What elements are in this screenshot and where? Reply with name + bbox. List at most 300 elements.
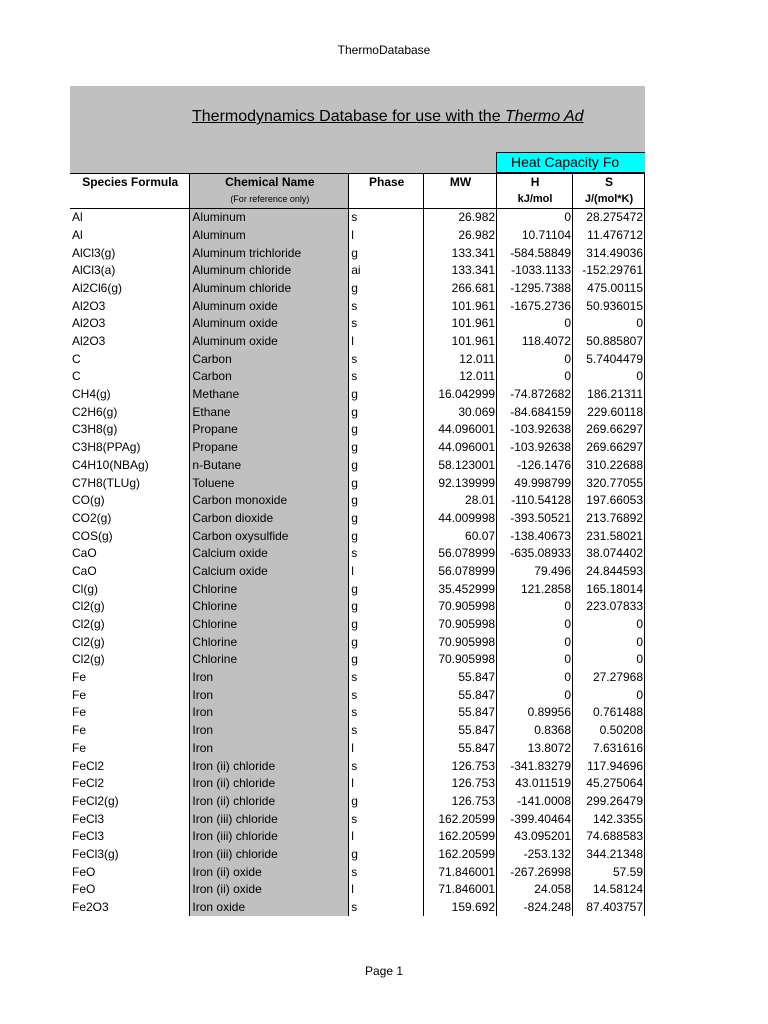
cell-phase: g (349, 403, 424, 421)
col-header-h: H (497, 174, 573, 192)
cell-mw: 126.753 (424, 775, 497, 793)
cell-mw: 70.905998 (424, 633, 497, 651)
cell-mw: 16.042999 (424, 386, 497, 404)
cell-h: -1675.2736 (497, 297, 573, 315)
cell-mw: 26.982 (424, 209, 497, 227)
cell-phase: g (349, 527, 424, 545)
cell-mw: 56.078999 (424, 545, 497, 563)
table-row (70, 527, 645, 545)
cell-h: 79.496 (497, 563, 573, 581)
col-header-mw: MW (424, 174, 497, 192)
cell-formula: Fe2O3 (70, 899, 190, 917)
cell-h: 0 (497, 350, 573, 368)
cell-formula: Al (70, 227, 190, 245)
heat-capacity-header: Heat Capacity Fo (496, 152, 645, 173)
cell-formula: FeCl3 (70, 810, 190, 828)
cell-s: 223.07833 (573, 598, 645, 616)
cell-phase: g (349, 580, 424, 598)
table-row (70, 846, 645, 864)
cell-formula: Al2O3 (70, 315, 190, 333)
cell-phase: s (349, 686, 424, 704)
cell-mw: 266.681 (424, 280, 497, 298)
cell-s: 0 (573, 633, 645, 651)
cell-mw: 70.905998 (424, 616, 497, 634)
cell-h: 43.011519 (497, 775, 573, 793)
cell-name: Calcium oxide (190, 545, 349, 563)
cell-name: Chlorine (190, 598, 349, 616)
cell-s: -152.29761 (573, 262, 645, 280)
cell-phase: s (349, 669, 424, 687)
cell-name: Propane (190, 439, 349, 457)
cell-s: 0.50208 (573, 722, 645, 740)
table-row (70, 262, 645, 280)
table-row (70, 722, 645, 740)
cell-name: Chlorine (190, 651, 349, 669)
cell-name: Aluminum oxide (190, 333, 349, 351)
cell-name: n-Butane (190, 457, 349, 475)
sheet-title-prefix: Thermodynamics Database for use with the (192, 108, 506, 125)
cell-s: 74.688583 (573, 828, 645, 846)
cell-name: Aluminum trichloride (190, 244, 349, 262)
cell-phase: s (349, 757, 424, 775)
cell-formula: Al2Cl6(g) (70, 280, 190, 298)
cell-s: 45.275064 (573, 775, 645, 793)
cell-formula: CaO (70, 545, 190, 563)
cell-h: 0 (497, 651, 573, 669)
cell-name: Iron (ii) chloride (190, 757, 349, 775)
cell-mw: 60.07 (424, 527, 497, 545)
col-unit-species (70, 191, 190, 209)
cell-formula: COS(g) (70, 527, 190, 545)
cell-phase: g (349, 598, 424, 616)
col-unit-s: J/(mol*K) (573, 191, 645, 209)
cell-phase: s (349, 350, 424, 368)
cell-h: -267.26998 (497, 863, 573, 881)
cell-name: Carbon monoxide (190, 492, 349, 510)
cell-phase: g (349, 280, 424, 298)
cell-s: 299.26479 (573, 793, 645, 811)
cell-phase: l (349, 775, 424, 793)
cell-mw: 162.20599 (424, 846, 497, 864)
table-row (70, 775, 645, 793)
cell-formula: CH4(g) (70, 386, 190, 404)
col-header-s: S (573, 174, 645, 192)
cell-h: 0 (497, 598, 573, 616)
cell-s: 57.59 (573, 863, 645, 881)
table-row (70, 686, 645, 704)
cell-formula: AlCl3(g) (70, 244, 190, 262)
cell-phase: l (349, 740, 424, 758)
cell-mw: 92.139999 (424, 474, 497, 492)
cell-formula: FeCl2(g) (70, 793, 190, 811)
table-row (70, 633, 645, 651)
cell-h: -635.08933 (497, 545, 573, 563)
table-row (70, 209, 645, 227)
cell-mw: 55.847 (424, 686, 497, 704)
cell-s: 87.403757 (573, 899, 645, 917)
cell-s: 314.49036 (573, 244, 645, 262)
cell-mw: 133.341 (424, 244, 497, 262)
cell-h: -399.40464 (497, 810, 573, 828)
cell-s: 14.58124 (573, 881, 645, 899)
cell-mw: 56.078999 (424, 563, 497, 581)
table-row (70, 793, 645, 811)
cell-h: -103.92638 (497, 439, 573, 457)
table-row (70, 563, 645, 581)
cell-phase: s (349, 704, 424, 722)
cell-phase: ai (349, 262, 424, 280)
sheet-title (192, 108, 584, 126)
cell-name: Iron (ii) chloride (190, 775, 349, 793)
cell-name: Toluene (190, 474, 349, 492)
cell-formula: Fe (70, 704, 190, 722)
cell-s: 11.476712 (573, 227, 645, 245)
cell-formula: CaO (70, 563, 190, 581)
table-row (70, 368, 645, 386)
cell-s: 269.66297 (573, 421, 645, 439)
cell-name: Chlorine (190, 633, 349, 651)
table-row (70, 580, 645, 598)
table-row (70, 386, 645, 404)
cell-formula: Al (70, 209, 190, 227)
cell-name: Aluminum chloride (190, 262, 349, 280)
cell-name: Iron (iii) chloride (190, 846, 349, 864)
table-row (70, 403, 645, 421)
cell-formula: Cl2(g) (70, 633, 190, 651)
cell-phase: s (349, 810, 424, 828)
cell-name: Chlorine (190, 616, 349, 634)
cell-mw: 70.905998 (424, 651, 497, 669)
cell-h: 118.4072 (497, 333, 573, 351)
cell-formula: FeCl3 (70, 828, 190, 846)
cell-name: Iron (190, 704, 349, 722)
cell-phase: g (349, 421, 424, 439)
cell-formula: CO2(g) (70, 510, 190, 528)
cell-formula: FeCl3(g) (70, 846, 190, 864)
cell-h: -126.1476 (497, 457, 573, 475)
cell-phase: g (349, 439, 424, 457)
table-row (70, 333, 645, 351)
cell-formula: FeCl2 (70, 757, 190, 775)
cell-mw: 55.847 (424, 740, 497, 758)
cell-s: 28.275472 (573, 209, 645, 227)
cell-formula: Fe (70, 740, 190, 758)
cell-phase: g (349, 492, 424, 510)
cell-formula: C4H10(NBAg) (70, 457, 190, 475)
cell-h: 0 (497, 616, 573, 634)
table-row (70, 899, 645, 917)
cell-mw: 58.123001 (424, 457, 497, 475)
cell-phase: l (349, 333, 424, 351)
cell-phase: s (349, 315, 424, 333)
cell-name: Aluminum oxide (190, 297, 349, 315)
cell-formula: C (70, 350, 190, 368)
cell-formula: Fe (70, 722, 190, 740)
cell-formula: Al2O3 (70, 297, 190, 315)
cell-phase: l (349, 881, 424, 899)
cell-phase: s (349, 545, 424, 563)
cell-mw: 101.961 (424, 315, 497, 333)
cell-formula: C3H8(g) (70, 421, 190, 439)
cell-h: -138.40673 (497, 527, 573, 545)
header-row (70, 174, 645, 192)
table-row (70, 280, 645, 298)
table-row (70, 740, 645, 758)
cell-s: 344.21348 (573, 846, 645, 864)
cell-formula: C (70, 368, 190, 386)
cell-s: 24.844593 (573, 563, 645, 581)
cell-phase: l (349, 563, 424, 581)
cell-mw: 71.846001 (424, 863, 497, 881)
cell-mw: 35.452999 (424, 580, 497, 598)
cell-name: Methane (190, 386, 349, 404)
cell-formula: Cl2(g) (70, 651, 190, 669)
cell-s: 0 (573, 368, 645, 386)
cell-h: 0.8368 (497, 722, 573, 740)
cell-s: 0.761488 (573, 704, 645, 722)
cell-phase: g (349, 386, 424, 404)
table-row (70, 421, 645, 439)
spreadsheet-sheet (70, 86, 645, 926)
cell-h: 121.2858 (497, 580, 573, 598)
table-row (70, 598, 645, 616)
table-row (70, 810, 645, 828)
cell-s: 142.3355 (573, 810, 645, 828)
cell-mw: 71.846001 (424, 881, 497, 899)
table-row (70, 350, 645, 368)
table-row (70, 616, 645, 634)
cell-mw: 12.011 (424, 368, 497, 386)
cell-formula: FeO (70, 863, 190, 881)
cell-mw: 133.341 (424, 262, 497, 280)
cell-s: 38.074402 (573, 545, 645, 563)
cell-h: -253.132 (497, 846, 573, 864)
cell-phase: s (349, 722, 424, 740)
table-row (70, 669, 645, 687)
cell-mw: 44.009998 (424, 510, 497, 528)
table-row (70, 704, 645, 722)
cell-phase: g (349, 846, 424, 864)
cell-s: 229.60118 (573, 403, 645, 421)
table-row (70, 297, 645, 315)
cell-formula: FeO (70, 881, 190, 899)
cell-name: Iron (190, 686, 349, 704)
cell-formula: Cl2(g) (70, 616, 190, 634)
cell-phase: g (349, 651, 424, 669)
cell-mw: 55.847 (424, 669, 497, 687)
cell-phase: s (349, 209, 424, 227)
cell-name: Iron (iii) chloride (190, 828, 349, 846)
cell-mw: 30.069 (424, 403, 497, 421)
table-row (70, 510, 645, 528)
cell-name: Carbon (190, 368, 349, 386)
cell-h: 24.058 (497, 881, 573, 899)
cell-name: Chlorine (190, 580, 349, 598)
cell-s: 475.00115 (573, 280, 645, 298)
cell-phase: g (349, 633, 424, 651)
cell-s: 231.58021 (573, 527, 645, 545)
cell-h: -393.50521 (497, 510, 573, 528)
cell-mw: 28.01 (424, 492, 497, 510)
cell-h: 0 (497, 686, 573, 704)
cell-s: 269.66297 (573, 439, 645, 457)
cell-s: 165.18014 (573, 580, 645, 598)
cell-name: Carbon oxysulfide (190, 527, 349, 545)
cell-phase: g (349, 510, 424, 528)
cell-h: -141.0008 (497, 793, 573, 811)
cell-name: Ethane (190, 403, 349, 421)
cell-name: Carbon dioxide (190, 510, 349, 528)
cell-mw: 55.847 (424, 722, 497, 740)
cell-s: 320.77055 (573, 474, 645, 492)
cell-h: 43.095201 (497, 828, 573, 846)
cell-h: 0 (497, 209, 573, 227)
cell-mw: 101.961 (424, 333, 497, 351)
cell-name: Aluminum (190, 227, 349, 245)
cell-name: Iron (ii) chloride (190, 793, 349, 811)
table-row (70, 545, 645, 563)
cell-s: 50.885807 (573, 333, 645, 351)
col-unit-mw (424, 191, 497, 209)
cell-name: Iron (190, 722, 349, 740)
cell-name: Iron (190, 740, 349, 758)
cell-h: 0 (497, 315, 573, 333)
cell-s: 0 (573, 616, 645, 634)
cell-s: 0 (573, 315, 645, 333)
cell-s: 213.76892 (573, 510, 645, 528)
cell-phase: g (349, 457, 424, 475)
cell-name: Calcium oxide (190, 563, 349, 581)
cell-h: -1033.1133 (497, 262, 573, 280)
cell-name: Aluminum chloride (190, 280, 349, 298)
cell-s: 5.7404479 (573, 350, 645, 368)
cell-phase: s (349, 297, 424, 315)
cell-phase: s (349, 863, 424, 881)
cell-h: -103.92638 (497, 421, 573, 439)
cell-name: Iron (ii) oxide (190, 881, 349, 899)
cell-name: Propane (190, 421, 349, 439)
cell-formula: Al2O3 (70, 333, 190, 351)
cell-mw: 162.20599 (424, 810, 497, 828)
table-row (70, 315, 645, 333)
cell-formula: Cl2(g) (70, 598, 190, 616)
cell-h: 13.8072 (497, 740, 573, 758)
cell-phase: s (349, 368, 424, 386)
cell-phase: s (349, 899, 424, 917)
table-row (70, 863, 645, 881)
cell-h: 0.89956 (497, 704, 573, 722)
table-row (70, 757, 645, 775)
cell-h: 0 (497, 669, 573, 687)
cell-formula: C2H6(g) (70, 403, 190, 421)
cell-h: -110.54128 (497, 492, 573, 510)
cell-name: Carbon (190, 350, 349, 368)
unit-row (70, 191, 645, 209)
cell-s: 50.936015 (573, 297, 645, 315)
cell-formula: Fe (70, 669, 190, 687)
cell-h: -1295.7388 (497, 280, 573, 298)
cell-name: Iron (190, 669, 349, 687)
cell-name: Iron (iii) chloride (190, 810, 349, 828)
cell-name: Iron oxide (190, 899, 349, 917)
cell-formula: AlCl3(a) (70, 262, 190, 280)
cell-s: 117.94696 (573, 757, 645, 775)
cell-formula: C3H8(PPAg) (70, 439, 190, 457)
cell-formula: C7H8(TLUg) (70, 474, 190, 492)
cell-phase: g (349, 616, 424, 634)
cell-mw: 26.982 (424, 227, 497, 245)
cell-h: -74.872682 (497, 386, 573, 404)
cell-formula: Fe (70, 686, 190, 704)
cell-phase: l (349, 828, 424, 846)
cell-s: 310.22688 (573, 457, 645, 475)
cell-mw: 55.847 (424, 704, 497, 722)
cell-s: 27.27968 (573, 669, 645, 687)
cell-formula: FeCl2 (70, 775, 190, 793)
cell-h: 49.998799 (497, 474, 573, 492)
col-header-phase: Phase (349, 174, 424, 192)
cell-name: Aluminum (190, 209, 349, 227)
table-row (70, 439, 645, 457)
table-row (70, 492, 645, 510)
cell-h: -341.83279 (497, 757, 573, 775)
species-table (70, 173, 645, 916)
cell-phase: g (349, 474, 424, 492)
cell-formula: CO(g) (70, 492, 190, 510)
table-row (70, 244, 645, 262)
cell-s: 0 (573, 651, 645, 669)
table-body (70, 209, 645, 917)
cell-mw: 70.905998 (424, 598, 497, 616)
cell-h: 0 (497, 368, 573, 386)
cell-phase: g (349, 244, 424, 262)
cell-h: -824.248 (497, 899, 573, 917)
col-header-name: Chemical Name (190, 174, 349, 192)
cell-name: Iron (ii) oxide (190, 863, 349, 881)
cell-mw: 12.011 (424, 350, 497, 368)
cell-name: Aluminum oxide (190, 315, 349, 333)
page-footer: Page 1 (364, 964, 404, 978)
col-note-name: (For reference only) (190, 191, 349, 209)
sheet-title-italic: Thermo Ad (505, 108, 584, 125)
page-header: ThermoDatabase (337, 43, 431, 57)
cell-s: 197.66053 (573, 492, 645, 510)
cell-phase: g (349, 793, 424, 811)
table-row (70, 828, 645, 846)
table-row (70, 474, 645, 492)
cell-s: 0 (573, 686, 645, 704)
col-header-species: Species Formula (70, 174, 190, 192)
cell-mw: 101.961 (424, 297, 497, 315)
cell-h: 10.71104 (497, 227, 573, 245)
table-row (70, 457, 645, 475)
table-row (70, 881, 645, 899)
cell-mw: 44.096001 (424, 421, 497, 439)
col-unit-phase (349, 191, 424, 209)
col-unit-h: kJ/mol (497, 191, 573, 209)
cell-mw: 159.692 (424, 899, 497, 917)
table-row (70, 651, 645, 669)
cell-h: -584.58849 (497, 244, 573, 262)
cell-h: 0 (497, 633, 573, 651)
cell-formula: Cl(g) (70, 580, 190, 598)
cell-phase: l (349, 227, 424, 245)
cell-mw: 44.096001 (424, 439, 497, 457)
cell-mw: 162.20599 (424, 828, 497, 846)
cell-h: -84.684159 (497, 403, 573, 421)
cell-s: 7.631616 (573, 740, 645, 758)
table-row (70, 227, 645, 245)
